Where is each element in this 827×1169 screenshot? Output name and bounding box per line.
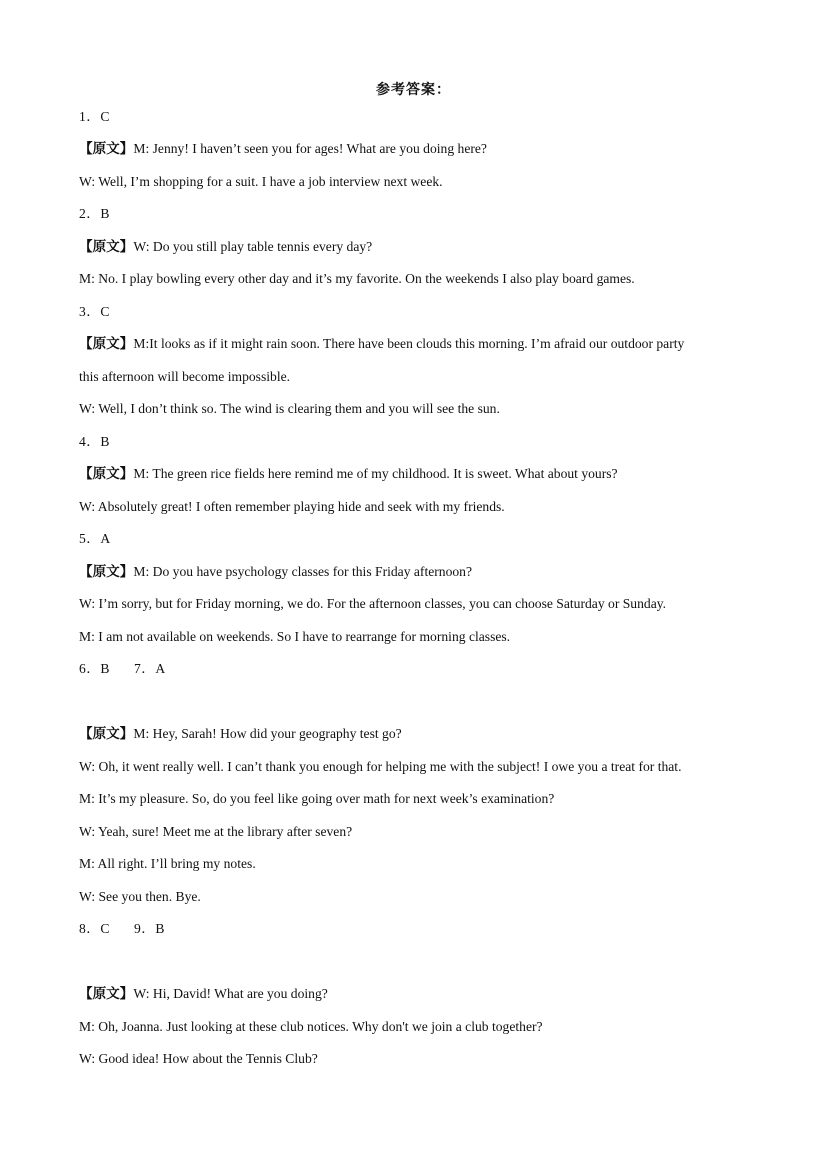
- transcript-line: M: Oh, Joanna. Just looking at these club notices. Why don't we join a club together?: [79, 1019, 543, 1034]
- transcript-line: [79, 724, 402, 744]
- page-title: 参考答案：: [376, 83, 451, 98]
- transcript-line: [79, 562, 472, 582]
- transcript-text: W: Do you still play table tennis every day?: [133, 239, 373, 254]
- transcript-text: M: The green rice fields here remind me of my childhood. It is sweet. What about yours?: [133, 466, 618, 481]
- transcript-tag: 【原文】: [79, 564, 134, 580]
- transcript-line: W: Oh, it went really well. I can’t thank you enough for helping me with the subject! I owe you a treat for that.: [79, 759, 682, 774]
- transcript-line: M: It’s my pleasure. So, do you feel like going over math for next week’s examination?: [79, 791, 555, 806]
- answer-3: 3．C: [79, 304, 110, 319]
- answer-4: 4．B: [79, 434, 110, 449]
- transcript-line: [79, 984, 328, 1004]
- transcript-line: W: See you then. Bye.: [79, 889, 201, 904]
- transcript-line: W: Yeah, sure! Meet me at the library after seven?: [79, 824, 353, 839]
- transcript-line: W: Well, I’m shopping for a suit. I have a job interview next week.: [79, 174, 443, 189]
- transcript-line: M: I am not available on weekends. So I have to rearrange for morning classes.: [79, 629, 511, 644]
- transcript-tag: 【原文】: [79, 726, 134, 742]
- transcript-line: W: Absolutely great! I often remember playing hide and seek with my friends.: [79, 499, 505, 514]
- transcript-tag: 【原文】: [79, 986, 134, 1002]
- answer-7: 7．A: [133, 661, 166, 676]
- answer-8-9: [79, 919, 165, 939]
- answer-6: 6．B: [79, 661, 110, 676]
- transcript-line: [79, 334, 684, 354]
- transcript-tag: 【原文】: [79, 239, 134, 255]
- transcript-line: [79, 464, 618, 484]
- transcript-line: W: Well, I don’t think so. The wind is clearing them and you will see the sun.: [79, 401, 500, 416]
- transcript-text: W: Hi, David! What are you doing?: [133, 986, 328, 1001]
- transcript-line: W: I’m sorry, but for Friday morning, we do. For the afternoon classes, you can choose Saturday or Sunday.: [79, 596, 667, 611]
- transcript-line: M: No. I play bowling every other day and it’s my favorite. On the weekends I also play board games.: [79, 271, 635, 286]
- answer-6-7: [79, 659, 166, 679]
- transcript-tag: 【原文】: [79, 466, 134, 482]
- answer-9: 9．B: [133, 921, 165, 936]
- transcript-line: this afternoon will become impossible.: [79, 369, 291, 384]
- transcript-line: [79, 139, 487, 159]
- transcript-line: W: Good idea! How about the Tennis Club?: [79, 1051, 318, 1066]
- transcript-line: [79, 237, 372, 257]
- answer-5: 5．A: [79, 531, 111, 546]
- transcript-text: M: Hey, Sarah! How did your geography test go?: [133, 726, 402, 741]
- transcript-text: M: Do you have psychology classes for this Friday afternoon?: [133, 564, 473, 579]
- transcript-tag: 【原文】: [79, 336, 134, 352]
- answer-2: 2．B: [79, 206, 110, 221]
- answer-1: 1．C: [79, 109, 110, 124]
- transcript-line: M: All right. I’ll bring my notes.: [79, 856, 256, 871]
- answer-8: 8．C: [79, 921, 110, 936]
- transcript-text: M: Jenny! I haven’t seen you for ages! What are you doing here?: [133, 141, 487, 156]
- transcript-text: M:It looks as if it might rain soon. There have been clouds this morning. I’m afraid our outdoor party: [133, 336, 685, 351]
- transcript-tag: 【原文】: [79, 141, 134, 157]
